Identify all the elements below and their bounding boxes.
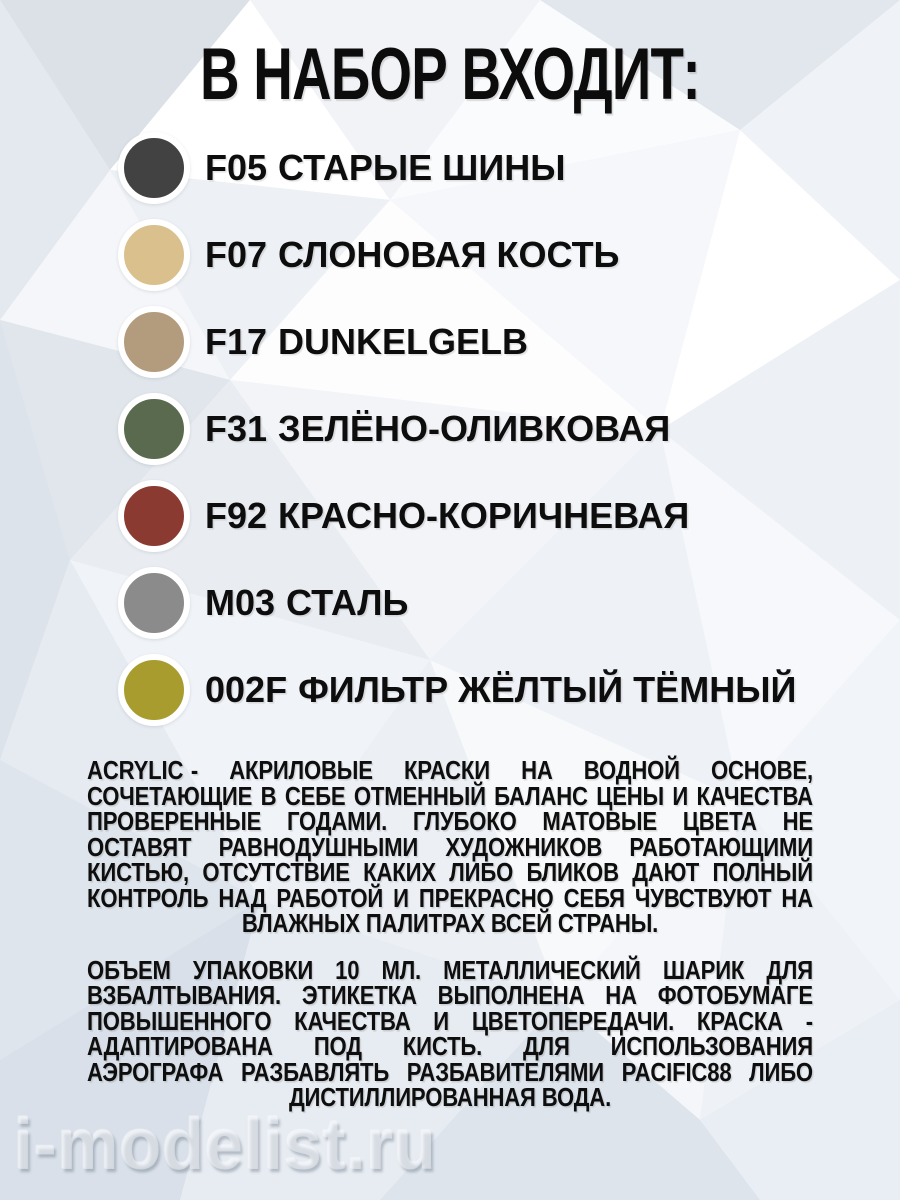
paint-name: ФИЛЬТР ЖЁЛТЫЙ ТЁМНЫЙ [298, 669, 797, 710]
paint-label [205, 321, 528, 363]
description-paragraph-packaging: ОБЪЕМ УПАКОВКИ 10 МЛ. МЕТАЛЛИЧЕСКИЙ ШАРИК ДЛЯ ВЗБАЛТЫВАНИЯ. ЭТИКЕТКА ВЫПОЛНЕНА НА ФОТОБУМАГЕ ПОВЫШЕННОГО КАЧЕСТВА И ЦВЕТОПЕРЕДАЧИ. КРАСКА - АДАПТИРОВАНА ПОД КИСТЬ. ДЛЯ ИСПОЛЬЗОВАНИЯ АЭРОГРАФА РАЗБАВЛЯТЬ РАЗБАВИТЕЛЯМИ PACIFIC88 ЛИБО ДИСТИЛЛИРОВАННАЯ ВОДА. [87, 954, 813, 1112]
paint-name: СЛОНОВАЯ КОСТЬ [278, 234, 620, 275]
paint-label [205, 582, 408, 624]
paragraph-text: - АКРИЛОВЫЕ КРАСКИ НА ВОДНОЙ ОСНОВЕ, СОЧЕТАЮЩИЕ В СЕБЕ ОТМЕННЫЙ БАЛАНС ЦЕНЫ И КАЧЕСТВА ПРОВЕРЕННЫЕ ГОДАМИ. ГЛУБОКО МАТОВЫЕ ЦВЕТА НЕ ОСТАВЯТ РАВНОДУШНЫМИ ХУДОЖНИКОВ РАБОТАЮЩИМИ КИСТЬЮ, ОТСУТСТВИЕ КАКИХ ЛИБО БЛИКОВ ДАЮТ ПОЛНЫЙ КОНТРОЛЬ НАД РАБОТОЙ И ПРЕКРАСНО СЕБЯ ЧУВСТВУЮТ НА ВЛАЖНЫХ ПАЛИТРАХ ВСЕЙ СТРАНЫ. [87, 755, 813, 938]
paint-row [118, 306, 900, 378]
paint-row [118, 480, 900, 552]
paint-swatch [118, 567, 190, 639]
paint-name: КРАСНО-КОРИЧНЕВАЯ [278, 495, 690, 536]
paint-label [205, 147, 565, 189]
paint-swatch [118, 480, 190, 552]
paint-code: F92 [205, 495, 268, 536]
paint-label [205, 234, 619, 276]
paint-list [118, 132, 900, 726]
paint-code: F17 [205, 321, 268, 362]
paint-swatch [118, 654, 190, 726]
paint-row [118, 132, 900, 204]
paint-row [118, 393, 900, 465]
paint-label [205, 495, 689, 537]
page-title: В НАБОР ВХОДИТ: [200, 34, 700, 115]
paint-name: DUNKELGELB [278, 321, 529, 362]
paint-label [205, 669, 796, 711]
paint-label [205, 408, 670, 450]
description-block [87, 755, 813, 1112]
description-paragraph-acrylic [87, 755, 813, 938]
paint-row [118, 654, 900, 726]
paint-name: СТАЛЬ [286, 582, 409, 623]
paragraph-lead-word: ACRYLIC [87, 755, 184, 785]
paint-row [118, 219, 900, 291]
paint-code: F07 [205, 234, 268, 275]
paint-swatch [118, 393, 190, 465]
site-watermark: i-modelist.ru [14, 1105, 437, 1185]
paint-code: M03 [205, 582, 276, 623]
paint-swatch [118, 306, 190, 378]
paint-row [118, 567, 900, 639]
paint-swatch [118, 132, 190, 204]
paint-swatch [118, 219, 190, 291]
paint-name: ЗЕЛЁНО-ОЛИВКОВАЯ [278, 408, 671, 449]
paint-name: СТАРЫЕ ШИНЫ [278, 147, 566, 188]
paint-code: F05 [205, 147, 268, 188]
paint-code: F31 [205, 408, 268, 449]
paint-code: 002F [205, 669, 288, 710]
